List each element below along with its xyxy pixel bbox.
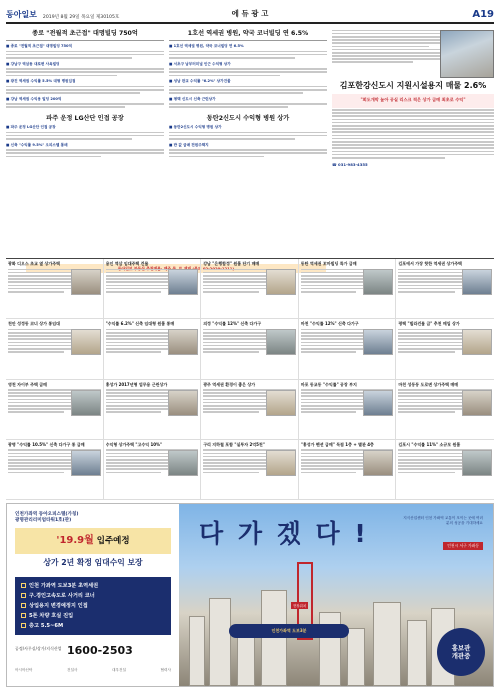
ad-phone-block [15,644,171,660]
listing-heading: ■ 반 값 급매 전원주택지 [169,142,209,147]
listing-heading: ■ 신축 "수익률 9.5%" 오피스텔 통매 [6,142,68,147]
column-headline: 1호선 역세권 병원, 약국 코너빌딩 연 6.5% [169,28,327,41]
listing-heading: ■ 강남 역세권 수익용 빌딩 200억 [6,96,62,101]
page-number: A19 [472,9,494,20]
listing-card [396,259,494,319]
listing-heading: ■ 종로 "전월적 초근접" 대명빌딩 750억 [6,44,73,48]
column-subheadline: 동탄2신도시 수익형 병원 상가 [206,115,290,123]
sponsor-logo: 협력사 [160,668,171,672]
ad-headline-date: '19.9월 [56,535,94,546]
building-photo [440,30,494,78]
listing-title: 의정 "수익률 12%" 신축 다가구 [203,321,262,327]
listing-card [299,440,397,500]
ad-feature-item: 인천 가좌역 도보3분 초역세권 [21,581,165,591]
page-header [6,4,494,24]
listing-title: 광화 디오스 초교 옆 상가주택 [8,261,60,266]
listing-title: 용인 역삼 임대주택 건물 [105,261,149,266]
ad-info-panel [7,504,179,686]
ad-site-address: 인천시 서구 가좌동 [443,542,483,550]
listing-title: 광주 역세권 환경이 좋은 상가 [203,381,256,387]
listing-title: 마포 동교동 "수익률" 공장 부지 [300,381,357,387]
listing-title: 동탄 역세권 꼬마빌딩 특가 급매 [300,261,357,266]
building-photo [363,269,393,295]
sponsor-logo: 대우건설 [112,668,126,672]
building-photo [168,329,198,355]
building-photo [168,269,198,295]
listing-title: 평택 "빌라건물 급" 추천 매입 상가 [398,321,460,327]
building-shape [347,628,365,686]
sponsor-logo: 아시아신탁 [15,668,33,672]
listing-heading: ■ 성남 판교 수익률 "6.2%" 상가건물 [169,79,231,84]
listing-card [6,319,104,379]
ad-aerial-image [179,504,493,686]
ad-tagline: 지식산업센터 인천 가좌역 교통이 모이는 곳에 여러분의 성공을 기대하세요 [403,516,483,525]
ad-phone-label: 공정/사무실/상가/지식산업 [15,646,62,651]
ad-feature-item: 5톤 차량 호실 진입 [21,611,165,621]
listing-card [6,380,104,440]
building-photo [71,450,101,476]
checkbox-icon [21,623,26,628]
listing-title: "홍성가 펜션 급매" 독점 1층 + 별관 4층 [300,441,374,447]
listing-title: 마천 "수익률 12%" 신축 다가구 [300,321,359,327]
listing-column-1 [6,28,164,159]
building-shape [407,620,427,686]
listing-card [6,440,104,500]
property-advertisement [6,503,494,687]
listing-heading: ■ 강남구 역삼동 대로변 사옥빌딩 [6,61,60,66]
listing-title: 김포시 "수익률 11%" 소규모 원룸 [398,441,461,447]
building-photo [462,329,492,355]
listing-card [104,319,202,379]
ad-subheadline: 상가 2년 확정 임대수익 보장 [43,558,143,567]
listing-column-2 [169,28,327,159]
listing-card [104,440,202,500]
issue-date: 2019년 8월 29일 목요일 제30105호 [42,15,120,20]
top-listings [6,28,494,256]
listing-title: "수익률 6.2%" 신축 임대형 원룸 통매 [105,321,175,327]
listing-card [396,440,494,500]
building-shape [261,590,287,686]
feature-highlight [332,94,494,108]
ad-feature-item: 층고 5.5~6M [21,621,165,631]
listing-title: 홍성가 2017년형 업무용 근린상가 [105,381,168,387]
listing-title: 김포에서 가장 핫한 역세권 상가주택 [398,261,462,266]
listing-title: 광명 "수익률 10.5%" 신축 다가구 통 급매 [8,441,85,447]
listing-card [299,319,397,379]
sponsor-logo: 건설사 [66,668,78,672]
listing-title: 구리 지하철 포함 "실투자 2억5천" [203,441,265,447]
building-photo [462,450,492,476]
listing-card [104,380,202,440]
listing-card [299,259,397,319]
sponsor-logos [15,668,171,673]
column-headline: 종로 "전월적 초근접" 대명빌딩 750억 [6,28,164,41]
listing-card [201,380,299,440]
building-photo [266,329,296,355]
ad-brand: 인천가좌역 동아오피스텔(가칭) 광명관리리미엄타워1호(관) [15,512,79,523]
ad-phone-number: 1600-2503 [67,644,133,657]
ad-headline-text: 입주예정 [93,536,130,546]
building-photo [363,390,393,416]
listing-grid [6,258,494,500]
ad-headline [15,528,171,554]
listing-title: 수익형 상가주택 "고수익 10%" [105,441,163,447]
ad-feature-list [15,577,171,635]
building-shape [209,598,231,686]
listing-title: 강남 "은행합정" 원룸 단기 매매 [203,261,260,266]
building-photo [363,329,393,355]
building-shape [373,602,401,686]
listing-title: 영천 자이부 주택 급매 [8,381,47,387]
ad-title: 다 가 겠 다 ! [199,519,369,548]
building-photo [71,269,101,295]
site-marker-label: 현장위치 [293,604,307,608]
listing-heading: ■ 서초구 남부터미널 인근 수익형 상가 [169,61,231,66]
listing-heading: ■ 동탄2신도시 수익형 병원 상가 [169,125,222,130]
listing-title: 천안 성정동 코너 상가 통임대 [8,321,60,327]
building-photo [71,390,101,416]
showroom-badge: 홍보관 개관중 [437,628,485,676]
building-photo [168,450,198,476]
listing-heading: ■ 1호선 역세권 병원, 약국 코너빌딩 연 6.5% [169,44,244,48]
ad-feature-item: 구.경인고속도로 사거리 코너 [21,591,165,601]
listing-card [104,259,202,319]
building-photo [462,269,492,295]
listing-heading: ■ 파주 운정 LG산단 인접 공장 [6,125,56,130]
listing-card [201,259,299,319]
column-subheadline: 파주 운정 LG산단 인접 공장 [46,115,124,123]
ad-route-banner: 인천가좌역 도보3분 [229,624,349,638]
listing-card [396,319,494,379]
listing-card [6,259,104,319]
listing-heading: ■ 평택 신도시 신축 근린상가 [169,96,216,101]
listing-card [201,440,299,500]
section-title: 에 듀 광 고 [231,9,269,18]
newspaper-logo: 동아일보 [6,10,37,19]
building-photo [266,450,296,476]
building-photo [266,390,296,416]
checkbox-icon [21,603,26,608]
checkbox-icon [21,583,26,588]
listing-heading: ■ 광진 역세권 수익률 5.5% 대형 병원입점 [6,79,76,84]
listing-card [299,380,397,440]
building-photo [462,390,492,416]
feature-quote: "회도개막 높아 공실 리스크 적은 상가 급매 최초로 수익" [360,97,466,102]
checkbox-icon [21,593,26,598]
building-shape [189,616,205,686]
listing-card [201,319,299,379]
feature-headline: 김포한강신도시 지원시설용지 매물 2.6% [339,81,487,90]
building-photo [71,329,101,355]
ad-feature-item: 상업용지 변경예정지 인접 [21,601,165,611]
checkbox-icon [21,613,26,618]
building-photo [363,450,393,476]
listing-card [396,380,494,440]
building-photo [168,390,198,416]
listing-title: 마천 성동동 도로변 상가주택 매매 [398,381,459,387]
contact-phone: ☎ 031-983-4355 [332,161,368,167]
feature-article [332,28,494,167]
building-photo [266,269,296,295]
